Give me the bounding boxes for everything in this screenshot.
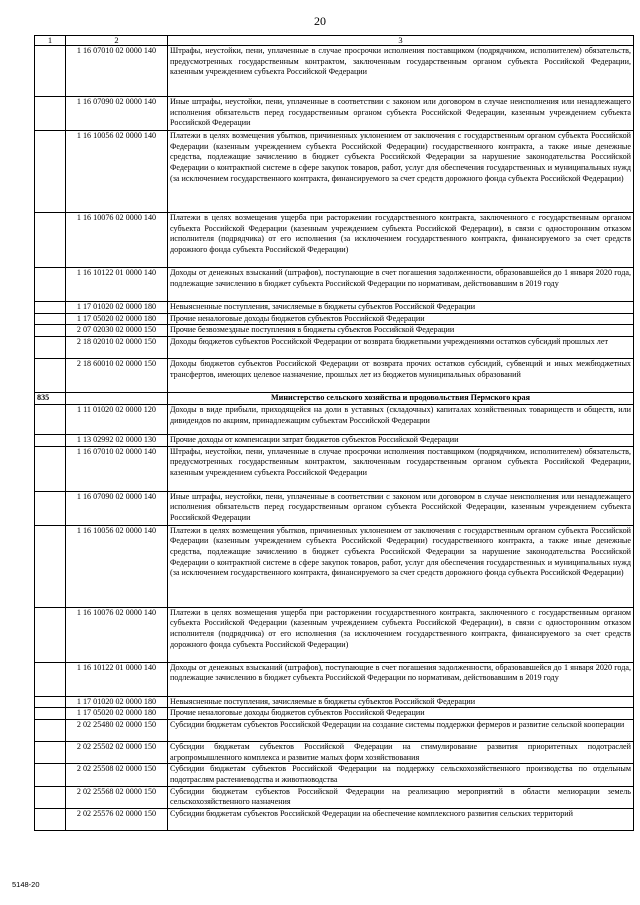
row-description: Невыясненные поступления, зачисляемые в бюджеты субъектов Российской Федерации <box>168 696 634 708</box>
table-row <box>35 404 634 434</box>
row-kbk: 1 17 05020 02 0000 180 <box>66 313 168 325</box>
row-description: Субсидии бюджетам субъектов Российской Федерации на обеспечение комплексного развития сельских территорий <box>168 809 634 831</box>
row-kbk: 1 17 05020 02 0000 180 <box>66 708 168 720</box>
row-kbk: 2 18 60010 02 0000 150 <box>66 359 168 393</box>
row-code <box>35 809 66 831</box>
row-description: Министерство сельского хозяйства и продовольствия Пермского края <box>168 393 634 405</box>
page-number: 20 <box>314 14 326 28</box>
row-kbk: 1 11 01020 02 0000 120 <box>66 404 168 434</box>
row-kbk: 2 18 02010 02 0000 150 <box>66 337 168 359</box>
row-description: Субсидии бюджетам субъектов Российской Федерации на стимулирование развития приоритетных подотраслей агропромышленного комплекса и развитие малых форм хозяйствования <box>168 741 634 763</box>
row-description: Субсидии бюджетам субъектов Российской Федерации на создание системы поддержки фермеров и развитие сельской кооперации <box>168 719 634 741</box>
row-kbk: 1 16 10076 02 0000 140 <box>66 607 168 662</box>
ministry-row <box>35 393 634 405</box>
row-kbk: 1 16 10122 01 0000 140 <box>66 662 168 696</box>
table-row <box>35 434 634 446</box>
row-kbk: 2 02 25480 02 0000 150 <box>66 719 168 741</box>
row-code <box>35 213 66 268</box>
row-description: Платежи в целях возмещения ущерба при расторжении государственного контракта, заключенного с государственным органом субъекта Российской Федерации (казенным учреждением субъекта Российской Федерации), в связи с односторонним отказом исполнителя (подрядчика) от его исполнения (за исключением государственного контракта, финансируемого за счет средств дорожного фонда субъекта Российской Федерации) <box>168 213 634 268</box>
row-description: Иные штрафы, неустойки, пени, уплаченные в соответствии с законом или договором в случае неисполнения или ненадлежащего исполнения обязательств перед государственным органом субъекта Российской Федерации, казенным учреждением субъекта Российской Федерации <box>168 97 634 131</box>
table-row <box>35 696 634 708</box>
row-kbk: 1 16 07010 02 0000 140 <box>66 446 168 491</box>
row-kbk: 2 02 25508 02 0000 150 <box>66 764 168 786</box>
row-description: Доходы в виде прибыли, приходящейся на доли в уставных (складочных) капиталах хозяйственных товариществ и обществ, или дивидендов по акциям, принадлежащим субъектам Российской Федерации <box>168 404 634 434</box>
row-description: Штрафы, неустойки, пени, уплаченные в случае просрочки исполнения поставщиком (подрядчиком, исполнителем) обязательств, предусмотренных государственным контрактом, заключенным государственным органом субъекта Российской Федерации, казенным учреждением субъекта Российской Федерации <box>168 46 634 97</box>
row-kbk: 1 13 02992 02 0000 130 <box>66 434 168 446</box>
table-row <box>35 764 634 786</box>
row-description: Прочие доходы от компенсации затрат бюджетов субъектов Российской Федерации <box>168 434 634 446</box>
table-row <box>35 708 634 720</box>
row-description: Платежи в целях возмещения убытков, причиненных уклонением от заключения с государственным органом субъекта Российской Федерации (казенным учреждением субъекта Российской Федерации) государственного контракта, а также иные денежные средства, подлежащие зачислению в бюджет субъекта Российской Федерации за нарушение законодательства Российской Федерации о контрактной системе в сфере закупок товаров, работ, услуг для обеспечения государственных и муниципальных нужд (за исключением государственного контракта, финансируемого за счет средств дорожного фонда субъекта Российской Федерации) <box>168 525 634 607</box>
row-code <box>35 708 66 720</box>
row-kbk: 2 02 25502 02 0000 150 <box>66 741 168 763</box>
row-kbk: 1 16 10056 02 0000 140 <box>66 131 168 213</box>
row-description: Платежи в целях возмещения ущерба при расторжении государственного контракта, заключенного с государственным органом субъекта Российской Федерации (казенным учреждением субъекта Российской Федерации), в связи с односторонним отказом исполнителя (подрядчика) от его исполнения (за исключением государственного контракта, финансируемого за счет средств дорожного фонда субъекта Российской Федерации) <box>168 607 634 662</box>
row-code <box>35 434 66 446</box>
row-code <box>35 662 66 696</box>
table-row <box>35 662 634 696</box>
table-row <box>35 46 634 97</box>
table-row <box>35 337 634 359</box>
row-code: 835 <box>35 393 66 405</box>
row-kbk: 1 16 10076 02 0000 140 <box>66 213 168 268</box>
row-kbk: 1 16 07010 02 0000 140 <box>66 46 168 97</box>
table-row <box>35 313 634 325</box>
row-kbk: 1 17 01020 02 0000 180 <box>66 302 168 314</box>
row-kbk: 1 16 07090 02 0000 140 <box>66 97 168 131</box>
row-code <box>35 491 66 525</box>
table-row <box>35 786 634 808</box>
row-code <box>35 404 66 434</box>
table-row <box>35 325 634 337</box>
row-code <box>35 359 66 393</box>
header-col-1: 1 <box>35 36 66 46</box>
row-kbk: 2 07 02030 02 0000 150 <box>66 325 168 337</box>
row-code <box>35 786 66 808</box>
row-description: Доходы бюджетов субъектов Российской Федерации от возврата бюджетными учреждениями остатков субсидий прошлых лет <box>168 337 634 359</box>
income-codes-table <box>34 35 634 831</box>
row-kbk: 2 02 25568 02 0000 150 <box>66 786 168 808</box>
row-description: Субсидии бюджетам субъектов Российской Федерации на поддержку сельскохозяйственного производства по отдельным подотраслям растениеводства и животноводства <box>168 764 634 786</box>
table-row <box>35 446 634 491</box>
row-description: Невыясненные поступления, зачисляемые в бюджеты субъектов Российской Федерации <box>168 302 634 314</box>
row-description: Прочие неналоговые доходы бюджетов субъектов Российской Федерации <box>168 708 634 720</box>
table-row <box>35 359 634 393</box>
row-description: Доходы от денежных взысканий (штрафов), поступающие в счет погашения задолженности, образовавшейся до 1 января 2020 года, подлежащие зачислению в бюджет субъекта Российской Федерации по нормативам, действовавшим в 2019 году <box>168 662 634 696</box>
row-kbk: 1 16 10056 02 0000 140 <box>66 525 168 607</box>
row-kbk: 1 16 07090 02 0000 140 <box>66 491 168 525</box>
table-row <box>35 741 634 763</box>
row-code <box>35 97 66 131</box>
row-code <box>35 325 66 337</box>
row-code <box>35 719 66 741</box>
document-footer-code: 5148-20 <box>12 880 40 889</box>
row-kbk: 1 17 01020 02 0000 180 <box>66 696 168 708</box>
header-col-2: 2 <box>66 36 168 46</box>
row-description: Прочие безвозмездные поступления в бюджеты субъектов Российской Федерации <box>168 325 634 337</box>
row-description: Штрафы, неустойки, пени, уплаченные в случае просрочки исполнения поставщиком (подрядчиком, исполнителем) обязательств, предусмотренных государственным контрактом, заключенным государственным органом субъекта Российской Федерации, казенным учреждением субъекта Российской Федерации <box>168 446 634 491</box>
row-code <box>35 46 66 97</box>
table-header-row <box>35 36 634 46</box>
row-code <box>35 446 66 491</box>
row-description: Субсидии бюджетам субъектов Российской Федерации на реализацию мероприятий в области мелиорации земель сельскохозяйственного назначения <box>168 786 634 808</box>
row-code <box>35 764 66 786</box>
table-row <box>35 809 634 831</box>
header-col-3: 3 <box>168 36 634 46</box>
row-description: Иные штрафы, неустойки, пени, уплаченные в соответствии с законом или договором в случае неисполнения или ненадлежащего исполнения обязательств перед государственным органом субъекта Российской Федерации, казенным учреждением субъекта Российской Федерации <box>168 491 634 525</box>
table-row <box>35 491 634 525</box>
row-kbk <box>66 393 168 405</box>
row-code <box>35 741 66 763</box>
row-code <box>35 337 66 359</box>
row-kbk: 1 16 10122 01 0000 140 <box>66 268 168 302</box>
row-code <box>35 313 66 325</box>
table-row <box>35 525 634 607</box>
row-code <box>35 131 66 213</box>
row-code <box>35 525 66 607</box>
row-code <box>35 268 66 302</box>
table-row <box>35 719 634 741</box>
row-code <box>35 696 66 708</box>
row-description: Прочие неналоговые доходы бюджетов субъектов Российской Федерации <box>168 313 634 325</box>
row-description: Доходы от денежных взысканий (штрафов), поступающие в счет погашения задолженности, образовавшейся до 1 января 2020 года, подлежащие зачислению в бюджет субъекта Российской Федерации по нормативам, действовавшим в 2019 году <box>168 268 634 302</box>
table-row <box>35 302 634 314</box>
row-description: Доходы бюджетов субъектов Российской Федерации от возврата прочих остатков субсидий, субвенций и иных межбюджетных трансфертов, имеющих целевое назначение, прошлых лет из бюджетов муниципальных образований <box>168 359 634 393</box>
row-code <box>35 607 66 662</box>
table-row <box>35 268 634 302</box>
table-row <box>35 131 634 213</box>
table-row <box>35 607 634 662</box>
table-row <box>35 213 634 268</box>
table-row <box>35 97 634 131</box>
row-description: Платежи в целях возмещения убытков, причиненных уклонением от заключения с государственным органом субъекта Российской Федерации (казенным учреждением субъекта Российской Федерации) государственного контракта, а также иные денежные средства, подлежащие зачислению в бюджет субъекта Российской Федерации за нарушение законодательства Российской Федерации о контрактной системе в сфере закупок товаров, работ, услуг для обеспечения государственных и муниципальных нужд (за исключением государственного контракта, финансируемого за счет средств дорожного фонда субъекта Российской Федерации) <box>168 131 634 213</box>
row-code <box>35 302 66 314</box>
row-kbk: 2 02 25576 02 0000 150 <box>66 809 168 831</box>
